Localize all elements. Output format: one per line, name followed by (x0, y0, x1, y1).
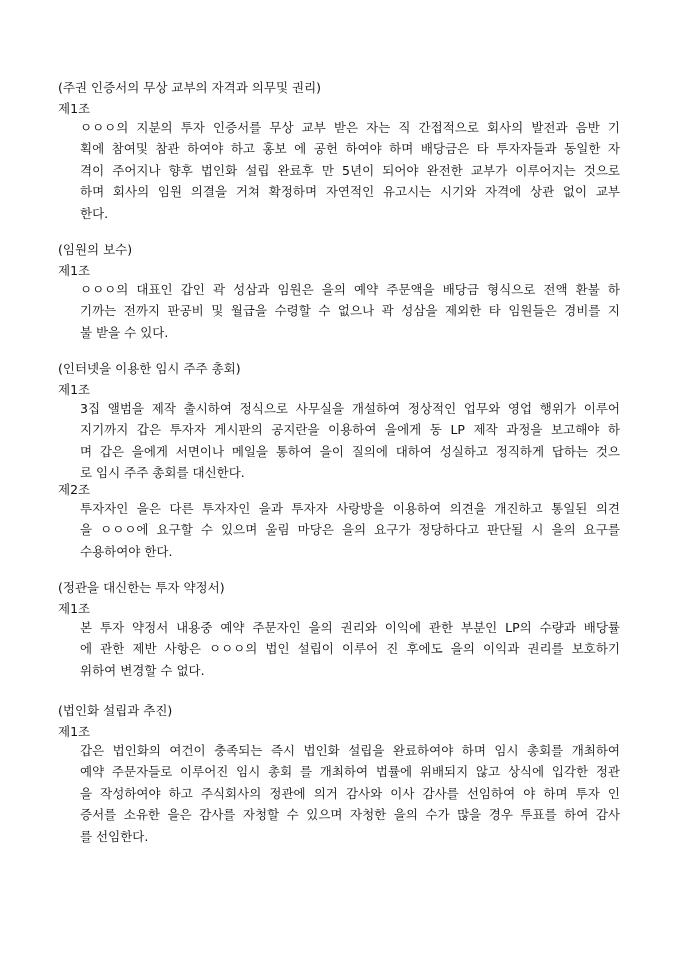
article-paragraph (80, 398, 620, 484)
paragraph-line: 며 갑은 을에게 서면이나 메일을 통하여 을이 질의에 대하여 성실하고 정직하게 답하는 것으 (80, 443, 620, 459)
paragraph-line: 를 선임한다. (80, 828, 149, 844)
paragraph-line: 투자자인 을은 다른 투자자인 을과 투자자 사랑방을 이용하여 의견을 개진하고 통일된 의견 (80, 501, 620, 516)
paragraph-line: 위하여 변경할 수 없다. (80, 662, 205, 678)
paragraph-line: 격이 주어지나 향후 법인화 설립 완료후 만 5년이 되어야 완전한 교부가 이루어지는 것으로 (80, 162, 620, 178)
paragraph-line: 획에 참여및 참관 하여야 하고 홍보 에 공헌 하여야 하며 배당금은 타 투자자들과 동일한 자 (80, 141, 620, 157)
paragraph-line: 3집 앨범을 제작 출시하여 정식으로 사무실을 개설하여 정상적인 업무와 영업 행위가 이루어 (80, 401, 620, 416)
article-label: 제1조 (58, 263, 91, 278)
article-label: 제1조 (58, 101, 91, 116)
section-heading: (법인화 설립과 추진) (58, 703, 173, 718)
section-heading: (임원의 보수) (58, 242, 133, 257)
section-heading: (정관을 대신한는 투자 약정서) (58, 580, 225, 595)
article-label: 제2조 (58, 482, 91, 497)
article-label: 제1조 (58, 601, 91, 616)
paragraph-line: 기까는 전까지 판공비 및 월급을 수령할 수 없으나 곽 성삼을 제외한 타 임원들은 경비를 지 (80, 303, 620, 319)
paragraph-line: 로 임시 주주 총회를 대신한다. (80, 465, 245, 481)
article-paragraph (80, 740, 620, 847)
paragraph-line: 수용하여야 한다. (80, 543, 173, 559)
article-paragraph (80, 279, 620, 343)
paragraph-line: 증서를 소유한 을은 감사를 자청할 수 있으며 자청한 을의 수가 많을 경우 투표를 하여 감사 (80, 807, 620, 823)
paragraph-line: 한다. (80, 205, 109, 221)
article-label: 제1조 (58, 382, 91, 397)
section-heading: (주권 인증서의 무상 교부의 자격과 의무및 권리) (58, 80, 322, 95)
article-label: 제1조 (58, 724, 91, 739)
paragraph-line: 본 투자 약정서 내용중 예약 주문자인 을의 권리와 이익에 관한 부분인 LP의 수량과 배당률 (80, 620, 620, 635)
section-heading: (인터넷을 이용한 임시 주주 총회) (58, 361, 241, 376)
paragraph-line: 예약 주문자들로 이루어진 임시 총회 를 개최하여 법률에 위배되지 않고 상식에 입각한 정관 (80, 764, 620, 780)
article-paragraph (80, 117, 620, 224)
article-paragraph (80, 498, 620, 562)
paragraph-line: 지기까지 갑은 투자자 게시판의 공지란을 이용하여 을에게 동 LP 제작 과정을 보고해야 하 (80, 422, 620, 438)
paragraph-line: ㅇㅇㅇ의 지분의 투자 인증서를 무상 교부 받은 자는 직 간접적으로 회사의 발전과 음반 기 (80, 120, 620, 135)
paragraph-line: 에 관한 제반 사항은 ㅇㅇㅇ의 법인 설립이 이루어 진 후에도 을의 이익과 권리를 보호하기 (80, 641, 620, 657)
paragraph-line: 하며 회사의 임원 의결을 거쳐 확정하며 자연적인 유고시는 시기와 자격에 상관 없이 교부 (80, 184, 620, 200)
paragraph-line: 을 ㅇㅇㅇ에 요구할 수 있으며 울림 마당은 을의 요구가 정당하다고 판단될 시 을의 요구를 (80, 522, 620, 538)
paragraph-line: 불 받을 수 있다. (80, 324, 169, 340)
paragraph-line: 을 작성하여야 하고 주식회사의 정관에 의거 감사와 이사 감사를 선임하여 야 하며 투자 인 (80, 785, 620, 801)
article-paragraph (80, 617, 620, 681)
paragraph-line: 갑은 법인화의 여건이 충족되는 즉시 법인화 설립을 완료하여야 하며 임시 총회를 개최하여 (80, 743, 620, 758)
paragraph-line: ㅇㅇㅇ의 대표인 갑인 곽 성삼과 임원은 을의 예약 주문액을 배당금 형식으로 전액 환불 하 (80, 282, 620, 297)
